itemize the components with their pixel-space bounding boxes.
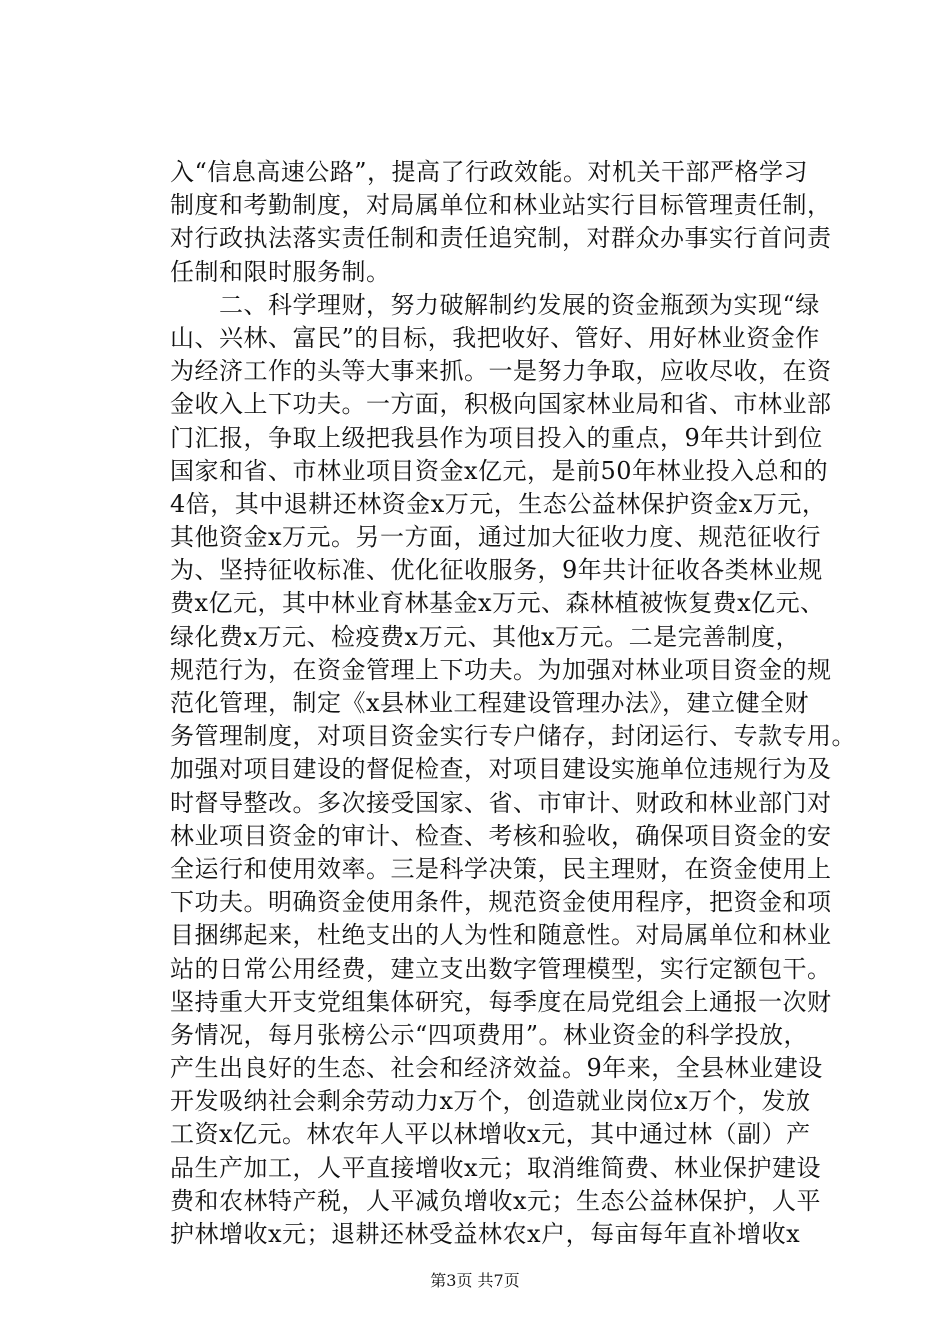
text-line: 护林增收x元；退耕还林受益林农x户，每亩每年直补增收x bbox=[170, 1220, 801, 1248]
text-line: 国家和省、市林业项目资金x亿元，是前50年林业投入总和的 bbox=[170, 456, 829, 485]
text-line: 开发吸纳社会剩余劳动力x万个，创造就业岗位x万个，发放 bbox=[170, 1087, 811, 1116]
text-line: 为、坚持征收标准、优化征收服务，9年共计征收各类林业规 bbox=[170, 556, 823, 585]
document-body bbox=[170, 156, 860, 1251]
text-line: 山、兴林、富民”的目标，我把收好、管好、用好林业资金作 bbox=[170, 323, 820, 352]
text-line: 加强对项目建设的督促检查，对项目建设实施单位违规行为及 bbox=[170, 755, 832, 784]
text-line: 制度和考勤制度，对局属单位和林业站实行目标管理责任制， bbox=[170, 191, 832, 220]
text-line: 时督导整改。多次接受国家、省、市审计、财政和林业部门对 bbox=[170, 788, 832, 817]
text-line: 4倍，其中退耕还林资金x万元，生态公益林保护资金x万元， bbox=[170, 489, 827, 518]
text-line: 规范行为，在资金管理上下功夫。为加强对林业项目资金的规 bbox=[170, 655, 832, 684]
text-line: 站的日常公用经费，建立支出数字管理模型，实行定额包干。 bbox=[170, 954, 832, 983]
text-line: 全运行和使用效率。三是科学决策，民主理财，在资金使用上 bbox=[170, 854, 832, 883]
text-line: 务情况，每月张榜公示“四项费用”。林业资金的科学投放， bbox=[170, 1020, 809, 1049]
text-line: 入“信息高速公路”，提高了行政效能。对机关干部严格学习 bbox=[170, 158, 809, 186]
text-line: 门汇报，争取上级把我县作为项目投入的重点，9年共计到位 bbox=[170, 423, 823, 452]
text-line: 产生出良好的生态、社会和经济效益。9年来，全县林业建设 bbox=[170, 1054, 823, 1083]
page-number: 第3页 共7页 bbox=[430, 1271, 520, 1290]
text-line: 林业项目资金的审计、检查、考核和验收，确保项目资金的安 bbox=[170, 821, 832, 850]
text-line: 坚持重大开支党组集体研究，每季度在局党组会上通报一次财 bbox=[170, 987, 832, 1016]
text-line: 任制和限时服务制。 bbox=[170, 257, 391, 286]
text-line: 下功夫。明确资金使用条件，规范资金使用程序，把资金和项 bbox=[170, 888, 832, 917]
page-footer bbox=[0, 1271, 950, 1291]
text-line: 对行政执法落实责任制和责任追究制，对群众办事实行首问责 bbox=[170, 224, 832, 253]
text-line: 目捆绑起来，杜绝支出的人为性和随意性。对局属单位和林业 bbox=[170, 921, 832, 950]
text-line: 工资x亿元。林农年人平以林增收x元，其中通过林（副）产 bbox=[170, 1120, 811, 1149]
text-line: 务管理制度，对项目资金实行专户储存，封闭运行、专款专用。 bbox=[170, 722, 856, 751]
text-line: 金收入上下功夫。一方面，积极向国家林业局和省、市林业部 bbox=[170, 390, 832, 419]
text-line: 其他资金x万元。另一方面，通过加大征收力度、规范征收行 bbox=[170, 523, 822, 552]
text-line: 二、科学理财，努力破解制约发展的资金瓶颈为实现“绿 bbox=[170, 290, 820, 319]
text-line: 为经济工作的头等大事来抓。一是努力争取，应收尽收，在资 bbox=[170, 357, 832, 386]
text-line: 品生产加工，人平直接增收x元；取消维简费、林业保护建设 bbox=[170, 1153, 822, 1182]
text-line: 费和农林特产税，人平减负增收x元；生态公益林保护，人平 bbox=[170, 1186, 822, 1215]
text-line: 绿化费x万元、检疫费x万元、其他x万元。二是完善制度， bbox=[170, 622, 801, 651]
text-line: 范化管理，制定《x县林业工程建设管理办法》，建立健全财 bbox=[170, 689, 810, 717]
text-line: 费x亿元，其中林业育林基金x万元、森林植被恢复费x亿元、 bbox=[170, 589, 825, 618]
